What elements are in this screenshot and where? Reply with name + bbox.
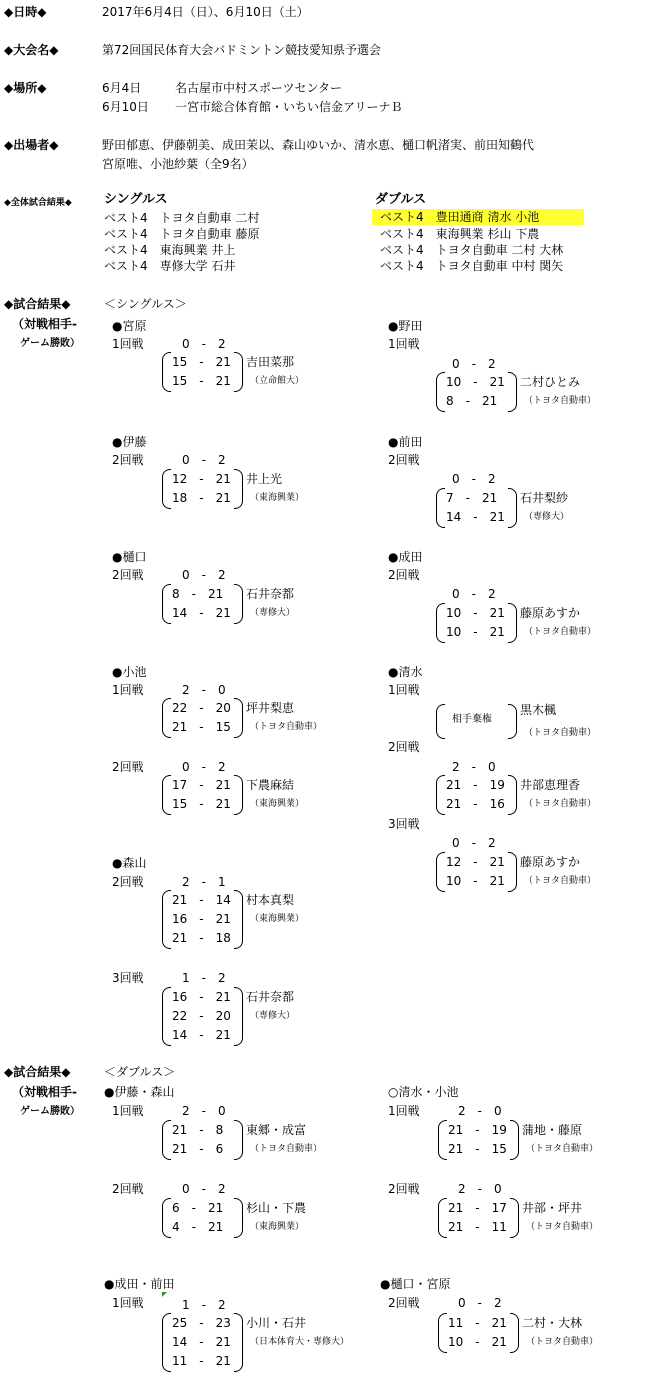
singles-results-sub2: ゲーム勝敗） (20, 338, 80, 349)
doubles-games-bracket-right (234, 1198, 243, 1238)
singles-player-name: ●成田 (388, 550, 423, 564)
singles-games-bracket-right (508, 372, 517, 412)
singles-opponent: 井部恵理香 (520, 778, 581, 792)
doubles-round: 1回戦 (112, 1296, 144, 1310)
singles-results-sub1: （対戦相手- (12, 317, 77, 331)
singles-games-bracket-right (508, 704, 517, 739)
venue-1-place: 名古屋市中村スポーツセンター (175, 81, 343, 95)
doubles-games-bracket-right (510, 1313, 519, 1353)
singles-games-bracket-right (234, 584, 243, 624)
singles-total-score: 0 - 2 (452, 357, 496, 371)
doubles-opponent-team: （トヨタ自動車） (250, 1144, 323, 1154)
singles-game-score: 17 - 21 (172, 778, 231, 792)
singles-games-bracket (436, 704, 445, 739)
singles-opponent: 村本真梨 (246, 893, 295, 907)
singles-total-score: 0 - 2 (452, 836, 496, 850)
doubles-round: 2回戦 (388, 1296, 420, 1310)
doubles-game-score: 21 - 11 (448, 1220, 507, 1234)
singles-games-bracket-right (508, 775, 517, 815)
singles-opponent-team: （トヨタ自動車） (524, 799, 597, 809)
doubles-games-bracket (438, 1313, 447, 1353)
singles-games-bracket (436, 852, 445, 892)
doubles-games-bracket-right (510, 1120, 519, 1160)
singles-player-name: ●清水 (388, 665, 423, 679)
singles-opponent-team: （東海興業） (250, 493, 305, 503)
singles-games-bracket (162, 698, 171, 738)
doubles-game-score: 10 - 21 (448, 1335, 507, 1349)
singles-games-bracket-right (508, 603, 517, 643)
singles-games-bracket (436, 488, 445, 528)
date-label: ◆日時◆ (4, 5, 47, 19)
singles-games-bracket (162, 469, 171, 509)
singles-player-name: ●宮原 (112, 319, 147, 333)
doubles-opponent: 小川・石井 (246, 1316, 307, 1330)
singles-total-score: 0 - 2 (182, 453, 226, 467)
doubles-player-name: ●伊藤・森山 (104, 1085, 175, 1099)
singles-round: 2回戦 (112, 568, 144, 582)
singles-games-bracket-right (234, 698, 243, 738)
singles-game-score: 7 - 21 (446, 491, 498, 505)
singles-round: 3回戦 (388, 817, 420, 831)
doubles-game-score: 21 - 8 (172, 1123, 224, 1137)
singles-round: 1回戦 (112, 683, 144, 697)
venue-label: ◆場所◆ (4, 81, 47, 95)
singles-opponent: 下農麻結 (246, 778, 295, 792)
doubles-total-score: 2 - 0 (182, 1104, 226, 1118)
singles-game-score: 14 - 21 (172, 1028, 231, 1042)
event-value: 第72回国民体育大会バドミントン競技愛知県予選会 (102, 43, 382, 57)
singles-games-bracket-right (234, 352, 243, 392)
event-label: ◆大会名◆ (4, 43, 59, 57)
singles-game-score: 14 - 21 (446, 510, 505, 524)
singles-round: 3回戦 (112, 971, 144, 985)
singles-games-bracket (436, 775, 445, 815)
singles-games-bracket (162, 584, 171, 624)
singles-game-score: 8 - 21 (172, 587, 224, 601)
doubles-games-bracket (438, 1198, 447, 1238)
singles-game-score: 8 - 21 (446, 394, 498, 408)
singles-game-score: 18 - 21 (172, 491, 231, 505)
venue-2-day: 6月10日 (102, 100, 149, 114)
singles-total-score: 0 - 2 (182, 337, 226, 351)
singles-games-bracket-right (508, 852, 517, 892)
doubles-game-score: 11 - 21 (448, 1316, 507, 1330)
doubles-opponent: 東郷・成富 (246, 1123, 307, 1137)
doubles-total-score: 2 - 0 (458, 1104, 502, 1118)
doubles-total-score: 0 - 2 (182, 1182, 226, 1196)
doubles-total-score: 2 - 0 (458, 1182, 502, 1196)
doubles-best-3: ベスト4 トヨタ自動車 二村 大林 (380, 243, 564, 257)
singles-game-score: 16 - 21 (172, 990, 231, 1004)
doubles-best-1: ベスト4 豊田通商 清水 小池 (372, 209, 584, 225)
singles-opponent: 藤原あすか (520, 606, 581, 620)
doubles-best-2: ベスト4 東海興業 杉山 下農 (380, 227, 540, 241)
singles-game-score: 15 - 21 (172, 797, 231, 811)
doubles-games-bracket (162, 1120, 171, 1160)
doubles-game-score: 4 - 21 (172, 1220, 224, 1234)
doubles-game-score: 21 - 17 (448, 1201, 507, 1215)
doubles-title: ダブルス (375, 192, 427, 207)
singles-games-bracket-right (234, 890, 243, 949)
singles-total-score: 2 - 0 (452, 760, 496, 774)
singles-game-score: 21 - 18 (172, 931, 231, 945)
doubles-total-score: 1 - 2 (182, 1298, 226, 1312)
doubles-opponent-team: （トヨタ自動車） (526, 1337, 599, 1347)
doubles-opponent-team: （東海興業） (250, 1222, 305, 1232)
singles-player-name: ●森山 (112, 856, 147, 870)
singles-games-bracket (162, 890, 171, 949)
singles-best-1: ベスト4 トヨタ自動車 二村 (104, 211, 260, 225)
singles-opponent-team: （東海興業） (250, 799, 305, 809)
singles-round: 2回戦 (388, 453, 420, 467)
singles-opponent-team: （トヨタ自動車） (524, 396, 597, 406)
doubles-games-bracket (162, 1198, 171, 1238)
singles-opponent-team: （トヨタ自動車） (524, 876, 597, 886)
singles-opponent: 石井奈都 (246, 990, 295, 1004)
singles-game-score: 21 - 19 (446, 778, 505, 792)
singles-game-score: 21 - 15 (172, 720, 231, 734)
singles-best-3: ベスト4 東海興業 井上 (104, 243, 236, 257)
singles-total-score: 0 - 2 (182, 568, 226, 582)
doubles-round: 1回戦 (388, 1104, 420, 1118)
singles-round: 2回戦 (112, 453, 144, 467)
doubles-total-score: 0 - 2 (458, 1296, 502, 1310)
singles-opponent-team: （トヨタ自動車） (524, 728, 597, 738)
singles-total-score: 0 - 2 (182, 760, 226, 774)
doubles-games-bracket (162, 1313, 171, 1372)
singles-opponent: 吉田菜那 (246, 355, 295, 369)
doubles-game-score: 21 - 19 (448, 1123, 507, 1137)
singles-round: 2回戦 (112, 875, 144, 889)
singles-subtitle: ＜シングルス＞ (104, 297, 187, 311)
doubles-games-bracket (438, 1120, 447, 1160)
doubles-subtitle: ＜ダブルス＞ (104, 1065, 176, 1079)
doubles-game-score: 14 - 21 (172, 1335, 231, 1349)
players-line2: 宮原唯、小池紗葉（全9名） (102, 157, 254, 171)
singles-game-score: 10 - 21 (446, 874, 505, 888)
overall-label: ◆全体試合結果◆ (4, 198, 72, 208)
doubles-game-score: 11 - 21 (172, 1354, 231, 1368)
doubles-opponent-team: （トヨタ自動車） (526, 1144, 599, 1154)
singles-game-score: 21 - 16 (446, 797, 505, 811)
singles-best-2: ベスト4 トヨタ自動車 藤原 (104, 227, 260, 241)
venue-2-place: 一宮市総合体育館・いちい信金アリーナＢ (175, 100, 403, 114)
singles-game-score: 22 - 20 (172, 701, 231, 715)
singles-game-score: 15 - 21 (172, 374, 231, 388)
doubles-round: 2回戦 (388, 1182, 420, 1196)
doubles-player-name: ○清水・小池 (388, 1085, 459, 1099)
singles-game-score: 15 - 21 (172, 355, 231, 369)
singles-player-name: ●伊藤 (112, 435, 147, 449)
singles-opponent-team: （専修大） (250, 1011, 296, 1021)
doubles-games-bracket-right (234, 1120, 243, 1160)
doubles-best-4: ベスト4 トヨタ自動車 中村 関矢 (380, 259, 564, 273)
singles-opponent: 石井奈都 (246, 587, 295, 601)
singles-player-name: ●樋口 (112, 550, 147, 564)
singles-game-score: 10 - 21 (446, 625, 505, 639)
doubles-games-bracket-right (234, 1313, 243, 1372)
singles-games-bracket (162, 987, 171, 1046)
singles-opponent-team: （東海興業） (250, 914, 305, 924)
doubles-opponent-team: （トヨタ自動車） (526, 1222, 599, 1232)
doubles-game-score: 6 - 21 (172, 1201, 224, 1215)
singles-opponent-team: （トヨタ自動車） (524, 627, 597, 637)
singles-opponent: 石井梨紗 (520, 491, 569, 505)
singles-games-bracket-right (508, 488, 517, 528)
doubles-opponent: 蒲地・藤原 (522, 1123, 583, 1137)
singles-game-score: 12 - 21 (446, 855, 505, 869)
singles-opponent: 坪井梨恵 (246, 701, 295, 715)
singles-best-4: ベスト4 専修大学 石井 (104, 259, 236, 273)
singles-game-score: 16 - 21 (172, 912, 231, 926)
singles-games-bracket-right (234, 775, 243, 815)
singles-round: 1回戦 (388, 337, 420, 351)
singles-forfeit-note: 相手棄権 (452, 714, 492, 725)
singles-opponent: 二村ひとみ (520, 375, 581, 389)
singles-game-score: 21 - 14 (172, 893, 231, 907)
singles-results-label: ◆試合結果◆ (4, 297, 71, 311)
doubles-opponent-team: （日本体育大・専修大） (250, 1337, 350, 1347)
doubles-game-score: 21 - 6 (172, 1142, 224, 1156)
singles-game-score: 12 - 21 (172, 472, 231, 486)
players-label: ◆出場者◆ (4, 138, 59, 152)
doubles-opponent: 井部・坪井 (522, 1201, 583, 1215)
singles-game-score: 22 - 20 (172, 1009, 231, 1023)
singles-round: 2回戦 (388, 568, 420, 582)
singles-games-bracket (162, 775, 171, 815)
doubles-round: 1回戦 (112, 1104, 144, 1118)
doubles-games-bracket-right (510, 1198, 519, 1238)
singles-games-bracket-right (234, 987, 243, 1046)
singles-title: シングルス (104, 192, 168, 207)
singles-round: 1回戦 (112, 337, 144, 351)
venue-1-day: 6月4日 (102, 81, 142, 95)
date-value: 2017年6月4日（日）、6月10日（土） (102, 5, 309, 19)
singles-opponent-team: （立命館大） (250, 376, 305, 386)
singles-player-name: ●前田 (388, 435, 423, 449)
singles-round: 2回戦 (388, 740, 420, 754)
doubles-game-score: 21 - 15 (448, 1142, 507, 1156)
singles-opponent-team: （トヨタ自動車） (250, 722, 323, 732)
singles-games-bracket (162, 352, 171, 392)
singles-opponent-team: （専修大） (524, 512, 570, 522)
singles-total-score: 2 - 0 (182, 683, 226, 697)
doubles-opponent: 二村・大林 (522, 1316, 583, 1330)
singles-game-score: 14 - 21 (172, 606, 231, 620)
singles-total-score: 2 - 1 (182, 875, 226, 889)
singles-opponent-team: （専修大） (250, 608, 296, 618)
doubles-results-sub1: （対戦相手- (12, 1085, 77, 1099)
singles-games-bracket (436, 603, 445, 643)
comment-marker-icon (162, 1292, 167, 1297)
singles-game-score: 10 - 21 (446, 606, 505, 620)
doubles-game-score: 25 - 23 (172, 1316, 231, 1330)
singles-total-score: 1 - 2 (182, 971, 226, 985)
doubles-results-sub2: ゲーム勝敗） (20, 1106, 80, 1117)
doubles-opponent: 杉山・下農 (246, 1201, 307, 1215)
singles-total-score: 0 - 2 (452, 472, 496, 486)
singles-games-bracket-right (234, 469, 243, 509)
singles-round: 2回戦 (112, 760, 144, 774)
singles-games-bracket (436, 372, 445, 412)
singles-total-score: 0 - 2 (452, 587, 496, 601)
singles-player-name: ●野田 (388, 319, 423, 333)
doubles-player-name: ●成田・前田 (104, 1277, 175, 1291)
singles-player-name: ●小池 (112, 665, 147, 679)
doubles-results-label: ◆試合結果◆ (4, 1065, 71, 1079)
doubles-player-name: ●樋口・宮原 (380, 1277, 451, 1291)
singles-game-score: 10 - 21 (446, 375, 505, 389)
singles-opponent: 藤原あすか (520, 855, 581, 869)
doubles-round: 2回戦 (112, 1182, 144, 1196)
singles-round: 1回戦 (388, 683, 420, 697)
players-line1: 野田郁恵、伊藤朝美、成田茉以、森山ゆいか、清水恵、樋口帆渚実、前田知鶴代 (102, 138, 535, 152)
singles-opponent: 黒木楓 (520, 703, 557, 717)
singles-opponent: 井上光 (246, 472, 283, 486)
